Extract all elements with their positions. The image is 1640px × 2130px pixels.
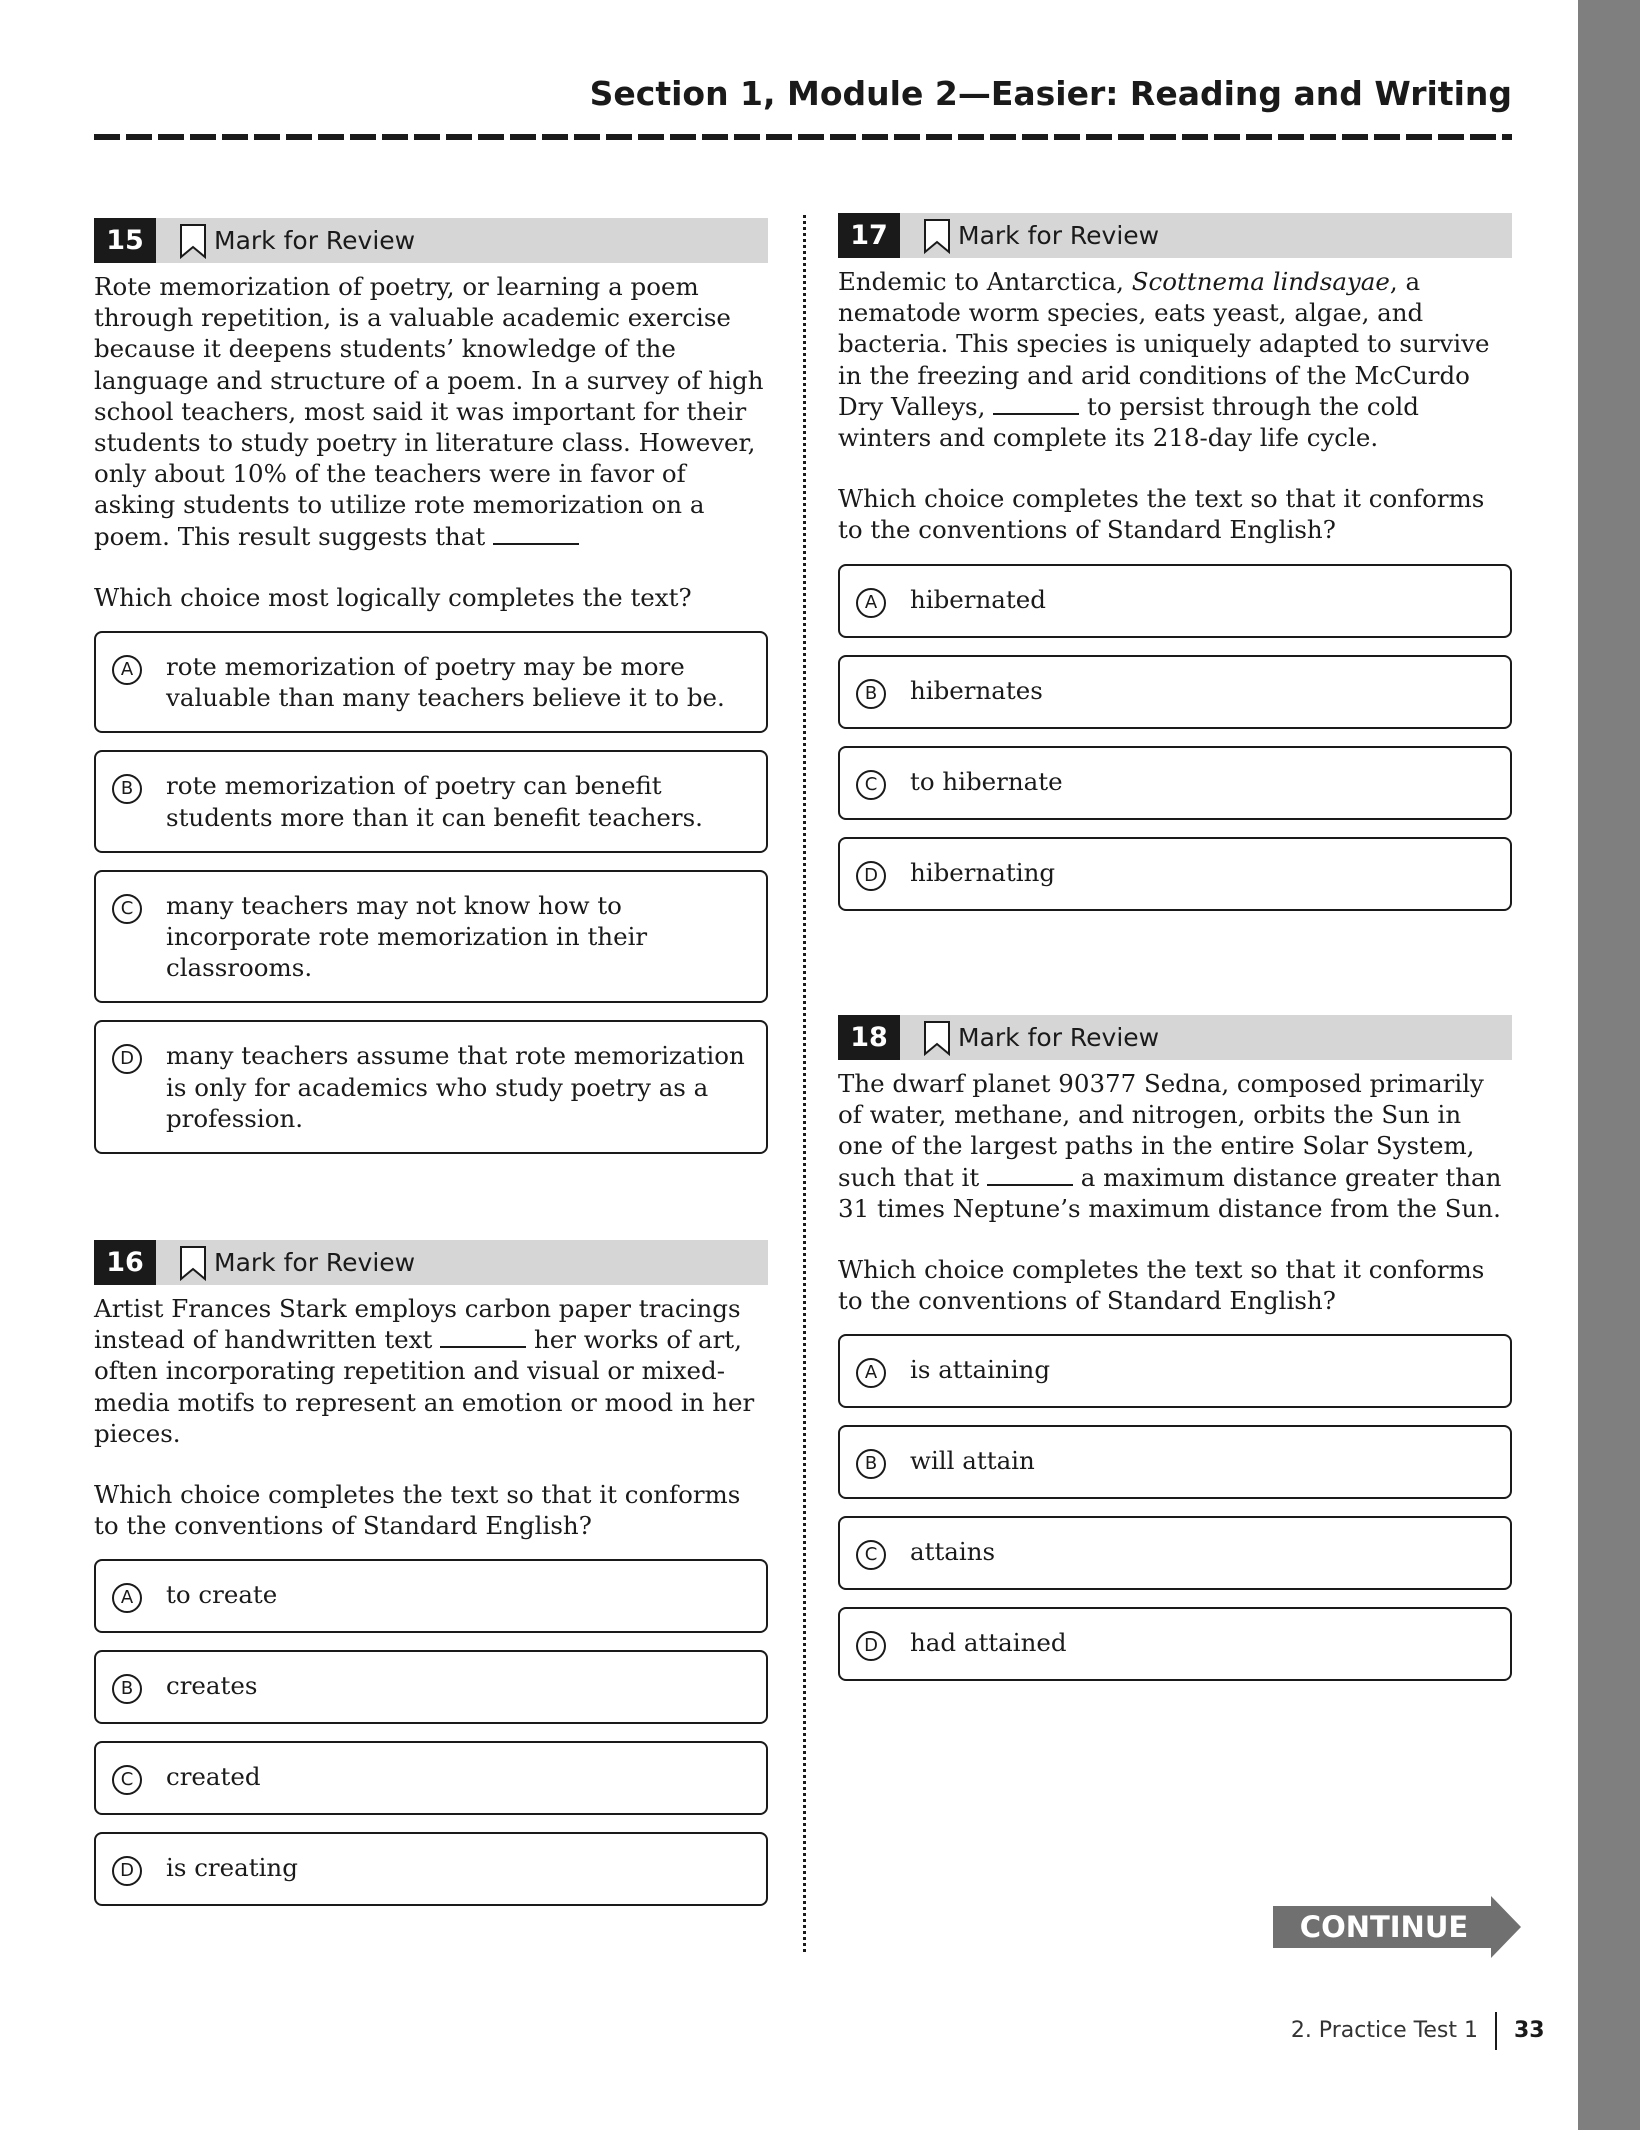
choice-a[interactable]: [838, 1334, 1512, 1408]
question-number: 16: [94, 1240, 156, 1285]
continue-label: CONTINUE: [1299, 1910, 1469, 1944]
bookmark-icon[interactable]: [922, 1020, 952, 1056]
footer-chapter-label: 2. Practice Test 1: [1290, 2018, 1478, 2043]
question-prompt: Which choice completes the text so that it conforms to the conventions of Standard English?: [838, 1255, 1485, 1316]
choice-letter: A: [112, 1583, 142, 1613]
answer-blank: [440, 1328, 526, 1348]
question-16: [94, 1240, 768, 1923]
answer-blank: [493, 525, 579, 545]
choice-letter: A: [112, 655, 142, 685]
question-prompt: Which choice most logically completes the text?: [94, 582, 692, 612]
choice-text: to create: [166, 1580, 278, 1610]
choice-b[interactable]: [838, 1425, 1512, 1499]
choice-text: creates: [166, 1671, 258, 1701]
question-header: [838, 213, 1512, 258]
choice-letter: D: [112, 1856, 142, 1886]
question-number: 15: [94, 218, 156, 263]
choice-a[interactable]: [838, 564, 1512, 638]
choice-letter: A: [856, 588, 886, 618]
choice-c[interactable]: [94, 870, 768, 1004]
column-divider: [803, 215, 806, 1952]
page-edge-bar: [1578, 0, 1640, 2130]
choice-letter: D: [112, 1044, 142, 1074]
choice-b[interactable]: [94, 1650, 768, 1724]
question-number: 17: [838, 213, 900, 258]
choice-letter: B: [856, 679, 886, 709]
mark-for-review-button[interactable]: Mark for Review: [214, 1248, 416, 1277]
choice-letter: D: [856, 1631, 886, 1661]
choice-b[interactable]: [94, 750, 768, 852]
choice-text: hibernated: [910, 584, 1046, 614]
choice-text: created: [166, 1762, 261, 1792]
question-header: [94, 218, 768, 263]
choice-letter: B: [112, 774, 142, 804]
choice-text: rote memorization of poetry can benefit students more than it can benefit teachers.: [166, 771, 703, 832]
choice-letter: C: [112, 894, 142, 924]
choice-letter: C: [856, 1540, 886, 1570]
section-title: Section 1, Module 2—Easier: Reading and Writing: [589, 74, 1512, 113]
choice-letter: C: [856, 770, 886, 800]
question-15: [94, 218, 768, 1171]
choice-text: will attain: [910, 1446, 1035, 1476]
question-17: [838, 213, 1512, 928]
choice-text: hibernates: [910, 675, 1043, 705]
answer-blank: [987, 1166, 1073, 1186]
choice-letter: B: [112, 1674, 142, 1704]
choice-a[interactable]: [94, 1559, 768, 1633]
choice-a[interactable]: [94, 631, 768, 733]
choice-letter: C: [112, 1765, 142, 1795]
choice-d[interactable]: [838, 837, 1512, 911]
question-header: [94, 1240, 768, 1285]
choice-c[interactable]: [838, 746, 1512, 820]
choice-letter: D: [856, 861, 886, 891]
question-number: 18: [838, 1015, 900, 1060]
choice-d[interactable]: [94, 1020, 768, 1154]
question-prompt: Which choice completes the text so that it conforms to the conventions of Standard English?: [838, 484, 1485, 545]
mark-for-review-button[interactable]: Mark for Review: [958, 1023, 1160, 1052]
choice-b[interactable]: [838, 655, 1512, 729]
choice-text: had attained: [910, 1628, 1067, 1658]
choice-letter: B: [856, 1449, 886, 1479]
passage: Artist Frances Stark employs carbon paper tracings instead of handwritten text her works of art, often incorporating repetition and visual or mixed-media motifs to represent an emotion or mood in her pieces.: [94, 1294, 755, 1448]
passage: Rote memorization of poetry, or learning a poem through repetition, is a valuable academic exercise because it deepens students’ knowledge of the language and structure of a poem. In a survey of high school teachers, most said it was important for their students to study poetry in literature class. However, only about 10% of the teachers were in favor of asking students to utilize rote memorization on a poem. This result suggests that: [94, 272, 764, 551]
footer-divider: [1495, 2012, 1497, 2050]
choice-d[interactable]: [838, 1607, 1512, 1681]
choice-letter: A: [856, 1358, 886, 1388]
answer-blank: [993, 395, 1079, 415]
choice-d[interactable]: [94, 1832, 768, 1906]
species-name: Scottnema lindsayae: [1131, 267, 1390, 296]
mark-for-review-button[interactable]: Mark for Review: [214, 226, 416, 255]
choice-text: is attaining: [910, 1355, 1051, 1385]
bookmark-icon[interactable]: [922, 218, 952, 254]
choice-c[interactable]: [838, 1516, 1512, 1590]
choice-c[interactable]: [94, 1741, 768, 1815]
choice-text: many teachers assume that rote memorization is only for academics who study poetry as a profession.: [166, 1041, 745, 1133]
question-18: [838, 1015, 1512, 1698]
header-dashed-rule: [94, 134, 1512, 140]
choice-text: to hibernate: [910, 766, 1063, 796]
choice-text: rote memorization of poetry may be more valuable than many teachers believe it to be.: [166, 652, 725, 713]
question-prompt: Which choice completes the text so that it conforms to the conventions of Standard English?: [94, 1480, 741, 1541]
page-number: 33: [1514, 2018, 1545, 2043]
mark-for-review-button[interactable]: Mark for Review: [958, 221, 1160, 250]
question-header: [838, 1015, 1512, 1060]
choice-text: many teachers may not know how to incorporate rote memorization in their classrooms.: [166, 890, 648, 983]
bookmark-icon[interactable]: [178, 223, 208, 259]
passage: The dwarf planet 90377 Sedna, composed primarily of water, methane, and nitrogen, orbits the Sun in one of the largest paths in the entire Solar System, such that it a maximum distance greater than 31 times Neptune’s maximum distance from the Sun.: [838, 1069, 1502, 1223]
choice-text: hibernating: [910, 857, 1056, 887]
passage: Endemic to Antarctica, Scottnema lindsayae, a nematode worm species, eats yeast, algae, and bacteria. This species is uniquely adapted to survive in the freezing and arid conditions of the McCurdo Dry Valleys, to persist through the cold winters and complete its 218-day life cycle.: [838, 267, 1490, 453]
choice-text: attains: [910, 1537, 996, 1567]
bookmark-icon[interactable]: [178, 1245, 208, 1281]
choice-text: is creating: [166, 1853, 298, 1883]
continue-button[interactable]: [1273, 1896, 1521, 1958]
